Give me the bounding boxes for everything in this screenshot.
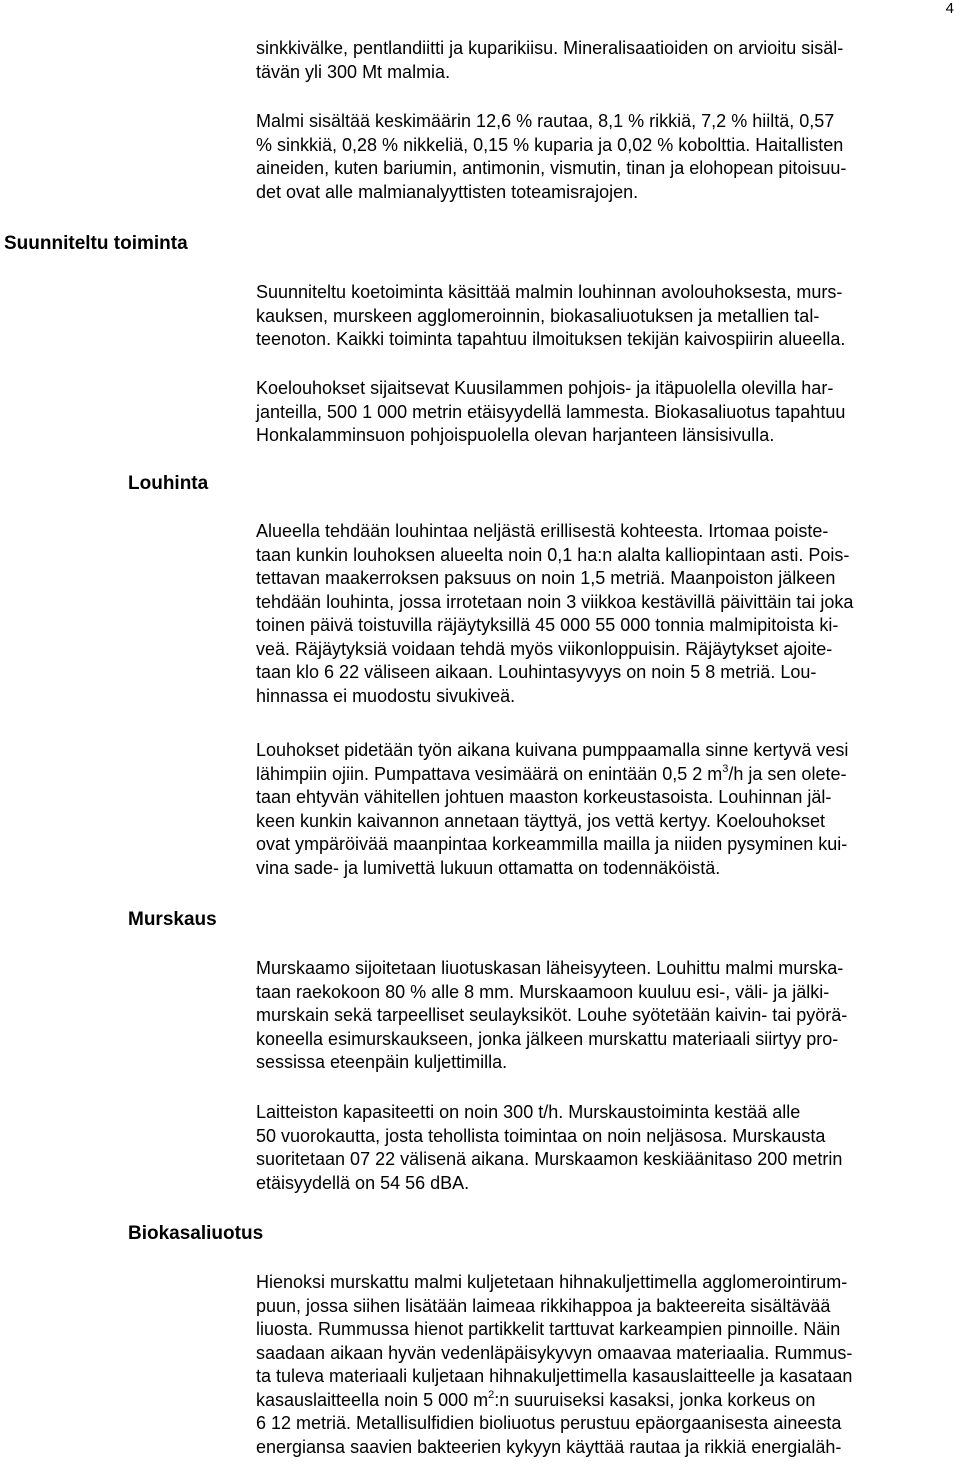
text-line: janteilla, 500 1 000 metrin etäisyydellä lammesta. Biokasaliuotus tapahtuu	[256, 401, 846, 422]
text-line: taan raekokoon 80 % alle 8 mm. Murskaamoon kuuluu esi-, väli- ja jälki-	[256, 981, 830, 1002]
text-line: Suunniteltu koetoiminta käsittää malmin louhinnan avolouhoksesta, murs-	[256, 282, 843, 302]
paragraph-mining-process	[256, 520, 958, 708]
heading-crushing: Murskaus	[128, 909, 217, 930]
page-number: 4	[945, 0, 954, 17]
text-line: tehdään louhinta, jossa irrotetaan noin 3 viikkoa kestävillä päivittäin tai joka	[256, 591, 854, 612]
text-line: puun, jossa siihen lisätään laimeaa rikkihappoa ja bakteereita sisältävää	[256, 1295, 831, 1316]
text-line: Honkalamminsuon pohjoispuolella olevan harjanteen länsisivulla.	[256, 425, 775, 445]
text-line: Malmi sisältää keskimäärin 12,6 % rautaa, 8,1 % rikkiä, 7,2 % hiiltä, 0,57	[256, 111, 835, 131]
text-line: det ovat alle malmianalyyttisten toteamisrajojen.	[256, 181, 639, 202]
text-line: liuosta. Rummussa hienot partikkelit tarttuvat karkeampien pinnoille. Näin	[256, 1319, 841, 1339]
paragraph-site-location	[256, 377, 958, 448]
text-line: Alueella tehdään louhintaa neljästä erillisestä kohteesta. Irtomaa poiste-	[256, 521, 829, 541]
text-line: suoritetaan 07 22 välisenä aikana. Murskaamon keskiäänitaso 200 metrin	[256, 1149, 843, 1169]
text-line: ta tuleva materiaali kuljetaan hihnakuljettimella kasauslaitteelle ja kasataan	[256, 1366, 853, 1386]
text-line: ovat ympäröivää maanpintaa korkeammilla mailla ja niiden pysyminen kui-	[256, 834, 848, 854]
text-line: saadaan aikaan hyvän vedenläpäisykyvyn omaavaa materiaalia. Rummus-	[256, 1342, 853, 1363]
paragraph-ore-composition	[256, 110, 958, 204]
text-line: Koelouhokset sijaitsevat Kuusilammen pohjois- ja itäpuolella olevilla har-	[256, 378, 834, 398]
text-fragment: /h ja sen olete-	[728, 763, 847, 784]
text-fragment: :n suuruiseksi kasaksi, jonka korkeus on	[494, 1389, 816, 1410]
text-line: tävän yli 300 Mt malmia.	[256, 61, 451, 82]
paragraph-mineralisation	[256, 37, 958, 84]
text-fragment: kasauslaitteella noin 5 000 m	[256, 1389, 489, 1410]
text-line: Hienoksi murskattu malmi kuljetetaan hihnakuljettimella agglomerointirum-	[256, 1272, 848, 1292]
text-line: aineiden, kuten bariumin, antimonin, vismutin, tinan ja elohopean pitoisuu-	[256, 158, 847, 178]
text-line: keen kunkin kaivannon annetaan täyttyä, jos vettä kertyy. Koelouhokset	[256, 810, 826, 831]
text-line: Murskaamo sijoitetaan liuotuskasan läheisyyteen. Louhittu malmi murska-	[256, 958, 844, 978]
text-line	[256, 1389, 958, 1413]
superscript: 3	[722, 762, 729, 775]
text-line: hinnassa ei muodostu sivukiveä.	[256, 685, 516, 706]
paragraph-crushing-plant	[256, 957, 958, 1075]
heading-bioleaching: Biokasaliuotus	[128, 1223, 264, 1244]
text-line: tettavan maakerroksen paksuus on noin 1,5 metriä. Maanpoiston jälkeen	[256, 568, 836, 588]
text-line: % sinkkiä, 0,28 % nikkeliä, 0,15 % kuparia ja 0,02 % kobolttia. Haitallisten	[256, 134, 844, 155]
text-line: taan ehtyvän vähitellen johtuen maaston korkeustasoista. Louhinnan jäl-	[256, 787, 832, 807]
paragraph-bioleaching	[256, 1271, 958, 1459]
text-line: koneella esimurskaukseen, jonka jälkeen murskattu materiaali siirtyy pro-	[256, 1028, 839, 1049]
text-line: Laitteiston kapasiteetti on noin 300 t/h. Murskaustoiminta kestää alle	[256, 1102, 801, 1122]
heading-mining: Louhinta	[128, 473, 209, 494]
text-line: 50 vuorokautta, josta tehollista toimintaa on noin neljäsosa. Murskausta	[256, 1125, 826, 1146]
text-line: toinen päivä toistuvilla räjäytyksillä 45 000 55 000 tonnia malmipitoista ki-	[256, 615, 839, 635]
text-line: taan klo 6 22 väliseen aikaan. Louhintasyvyys on noin 5 8 metriä. Lou-	[256, 662, 817, 682]
text-line: sinkkivälke, pentlandiitti ja kuparikiisu. Mineralisaatioiden on arvioitu sisäl-	[256, 38, 844, 58]
text-line: Louhokset pidetään työn aikana kuivana pumppaamalla sinne kertyvä vesi	[256, 740, 849, 760]
text-line	[256, 763, 958, 787]
text-line: kauksen, murskeen agglomeroinnin, biokasaliuotuksen ja metallien tal-	[256, 305, 820, 326]
text-line: energiansa saavien bakteerien kykyyn käyttää rautaa ja rikkiä energialäh-	[256, 1436, 842, 1457]
text-line: teenoton. Kaikki toiminta tapahtuu ilmoituksen tekijän kaivospiirin alueella.	[256, 329, 846, 349]
paragraph-crushing-capacity	[256, 1101, 958, 1195]
superscript: 2	[488, 1388, 495, 1401]
paragraph-planned-operation	[256, 281, 958, 352]
text-line: veä. Räjäytyksiä voidaan tehdä myös viikonloppuisin. Räjäytykset ajoite-	[256, 638, 833, 659]
text-line: sessissa eteenpäin kuljettimilla.	[256, 1052, 508, 1072]
text-line: vina sade- ja lumivettä lukuun ottamatta on todennäköistä.	[256, 857, 721, 878]
text-line: taan kunkin louhoksen alueelta noin 0,1 ha:n alalta kalliopintaan asti. Pois-	[256, 544, 850, 565]
heading-planned-operation: Suunniteltu toiminta	[4, 233, 188, 254]
paragraph-dewatering	[256, 739, 958, 880]
text-line: 6 12 metriä. Metallisulfidien bioliuotus perustuu epäorgaanisesta aineesta	[256, 1413, 842, 1433]
text-fragment: lähimpiin ojiin. Pumpattava vesimäärä on enintään 0,5 2 m	[256, 763, 723, 784]
text-line: etäisyydellä on 54 56 dBA.	[256, 1172, 470, 1193]
text-line: murskain sekä tarpeelliset seulayksiköt. Louhe syötetään kaivin- tai pyörä-	[256, 1005, 848, 1025]
